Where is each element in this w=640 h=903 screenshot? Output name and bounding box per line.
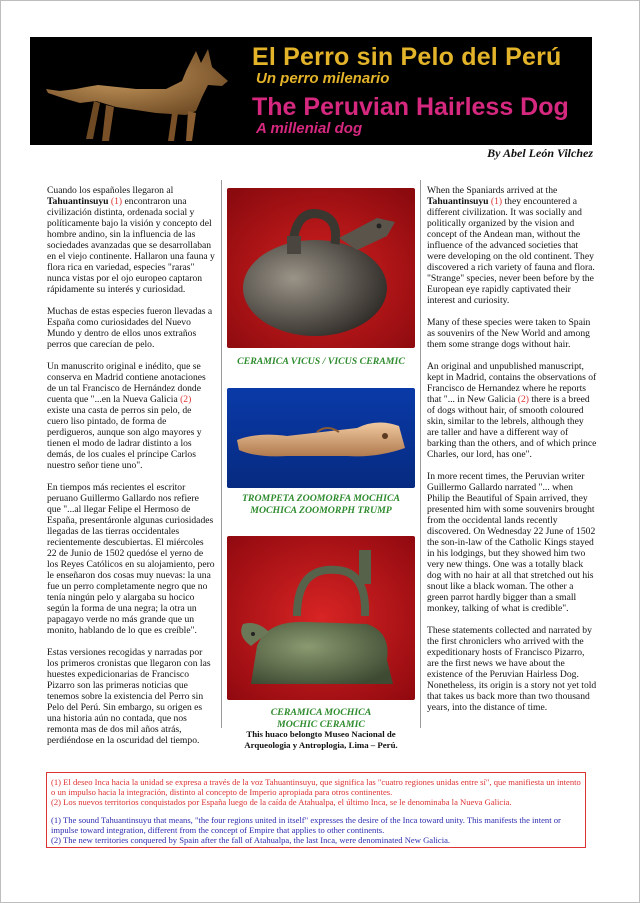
- text: existe una casta de perros sin pelo, de cuero liso pintado, de forma de perdigueros, aunque son algo mayores y tienen el modo de ladrar distinto a los demás, de los cuales el príncipe Carlos nuestro señor tiene uno".: [47, 405, 202, 471]
- caption-vicus: CERAMICA VICUS / VICUS CERAMIC: [237, 356, 405, 367]
- subtitle-es: Un perro milenario: [256, 70, 390, 87]
- text: Cuando los españoles llegaron al: [47, 185, 174, 196]
- text: encontraron una civilización distinta, ordenada social y políticamente bajo la visión y concepto del hombre andino, sin la influencia de las sociedades avanzadas que se desarrollaban en el viejo continente. Hallaron una fauna y flora rica en variedad, especies "raras" nunca vistas por el ojo europeo captaron rápidamente su interés y curiosidad.: [47, 196, 215, 295]
- vicus-ceramic-photo: [227, 188, 415, 348]
- paragraph-es-3: [47, 361, 215, 471]
- museum-credit: [222, 729, 420, 750]
- author-byline: By Abel León Vilchez: [487, 146, 593, 160]
- mochica-trumpet-photo: [227, 388, 415, 488]
- paragraph-es-4: En tiempos más recientes el escritor peruano Guillermo Gallardo nos refiere que "...al llegar Felipe el Hermoso de España, presentáronle algunas curiosidades llegadas de las tierras occidentales recientemente descubiertas. El miércoles 22 de Junio de 1502 quedóse el yerno de los Reyes Católicos en su alojamiento, pero le enseñaron dos cosas muy nuevas: la una fue un perro completamente negro que no tenía ningún pelo y alargaba su hocico según la forma de una negra; la otra un papagayo verde no más grande que un monito, hablando de lo que es creíble".: [47, 482, 215, 636]
- text: Un manuscrito original e inédito, que se conserva en Madrid contiene anotaciones de un tal Francisco de Hernández donde cuenta que "...en la Nueva Galicia: [47, 361, 206, 405]
- footnote-ref-2: (2): [517, 394, 529, 405]
- footnote-ref-1: (1): [110, 196, 123, 207]
- museum-credit-line-2: Arqueologia y Antroplogia, Lima – Perú.: [244, 739, 398, 750]
- paragraph-en-3: [427, 361, 597, 460]
- footnotes-box: [46, 772, 586, 848]
- paragraph-en-4: In more recent times, the Peruvian writer Guillermo Gallardo narrated "... when Philip the Beautiful of Spain arrived, they presented him with some souvenirs brought from the occidental lands recently discovered. On Wednesday 22 June of 1502 the son-in-law of the Catholic Kings stayed in his lodgings, but they showed him two very new things. One was a totally black dog with no hair at all that stretched out his snout like a black woman. The other a green parrot hardly bigger than a small monkey, talking of what is credible".: [427, 471, 596, 614]
- spanish-column: [47, 185, 215, 757]
- paragraph-es-2: Muchas de estas especies fueron llevadas a España como curiosidades del Nuevo Mundo y dentro de ellos unos extraños perros que carecían de pelo.: [47, 306, 213, 350]
- paragraph-en-1: [427, 185, 597, 306]
- title-en: The Peruvian Hairless Dog: [252, 93, 569, 121]
- hairless-dog-image: [36, 41, 236, 145]
- text: there is a breed of dogs without hair, of smooth coloured skin, similar to the lebrels, although they are taller and have a different way of barking than the others, and of which prince Charles, our lord, has one".: [427, 394, 597, 460]
- footnote-en-1: (1) The sound Tahuantinsuyu that means, "the four regions united in itself" expresses the desire of the Inca toward unity. This manifests the intent or impulse toward integration, different from the concept of Empire that applies to other continents.: [51, 814, 561, 835]
- footnote-es-1: (1) El deseo Inca hacia la unidad se expresa a través de la voz Tahuantinsuyu, que significa las "cuatro regiones unidas entre sí", que manifiesta un intento o un impulso hacia la integración, distinto al concepto de Imperio apropiada para otros continentes.: [51, 777, 581, 798]
- title-es: El Perro sin Pelo del Perú: [252, 43, 562, 71]
- footnote-spacer: [51, 808, 581, 815]
- term-tahuantinsuyu: Tahuantinsuyu: [47, 196, 109, 207]
- paragraph-en-2: Many of these species were taken to Spain as souvenirs of the New World and among them some strange dogs without hair.: [427, 317, 591, 350]
- museum-credit-line-1: This huaco belongto Museo Nacional de: [246, 729, 396, 739]
- header-banner: [30, 37, 592, 145]
- paragraph-en-5: These statements collected and narrated by the first chroniclers who arrived with the expeditionary hosts of Francisco Pizarro, are the first news we have about the existence of the Peruvian Hairless Dog. Nonetheless, its origin is a story not yet told that takes us back more than two thousand years, into the distance of time.: [427, 625, 597, 713]
- column-divider-left: [221, 180, 222, 728]
- footnote-es-2: (2) Los nuevos territorios conquistados por España luego de la caída de Atahualpa, el último Inca, se le denominaba la Nueva Galicia.: [51, 797, 512, 808]
- mochica-ceramic-photo: [227, 536, 415, 700]
- caption-trumpet-en: MOCHICA ZOOMORPH TRUMP: [250, 505, 392, 516]
- caption-mochica-es: CERAMICA MOCHICA: [270, 707, 372, 718]
- text: An original and unpublished manuscript, kept in Madrid, contains the observations of Francisco de Hernandez where he reports that "... in New Galicia: [427, 361, 597, 405]
- paragraph-es-5: Estas versiones recogidas y narradas por los primeros cronistas que llegaron con las huestes expedicionarias de Francisco Pizarro son las primeras noticias que tenemos sobre la existencia del Perro sin Pelo del Perú. Sin embargo, su origen es una historia aún no contada, que nos remonta mas de dos mil años atrás, perdiéndose en la oscuridad del tiempo.: [47, 647, 211, 746]
- footnote-ref-2: (2): [180, 394, 192, 405]
- text: they encountered a different civilization. It was socially and politically organized by the vision and concept of the Andean man, without the influence of the advanced societies that were developing on the old continent. They discovered a rich variety of fauna and flora. "Strange" species, never been before by the European eye rapidly captivated their interest and curiosity.: [427, 196, 595, 306]
- english-column: [427, 185, 597, 724]
- footnote-ref-1: (1): [490, 196, 503, 207]
- subtitle-en: A millenial dog: [256, 120, 363, 137]
- caption-mochica-en: MOCHIC CERAMIC: [277, 719, 365, 730]
- column-divider-right: [420, 180, 421, 728]
- paragraph-es-1: [47, 185, 215, 295]
- text: When the Spaniards arrived at the: [427, 185, 558, 196]
- caption-trumpet-es: TROMPETA ZOOMORFA MOCHICA: [241, 493, 401, 504]
- term-tahuantinsuyu: Tahuantinsuyu: [427, 196, 489, 207]
- footnote-en-2: (2) The new territories conquered by Spain after the fall of Atahualpa, the last Inca, were denominated New Galicia.: [51, 835, 451, 846]
